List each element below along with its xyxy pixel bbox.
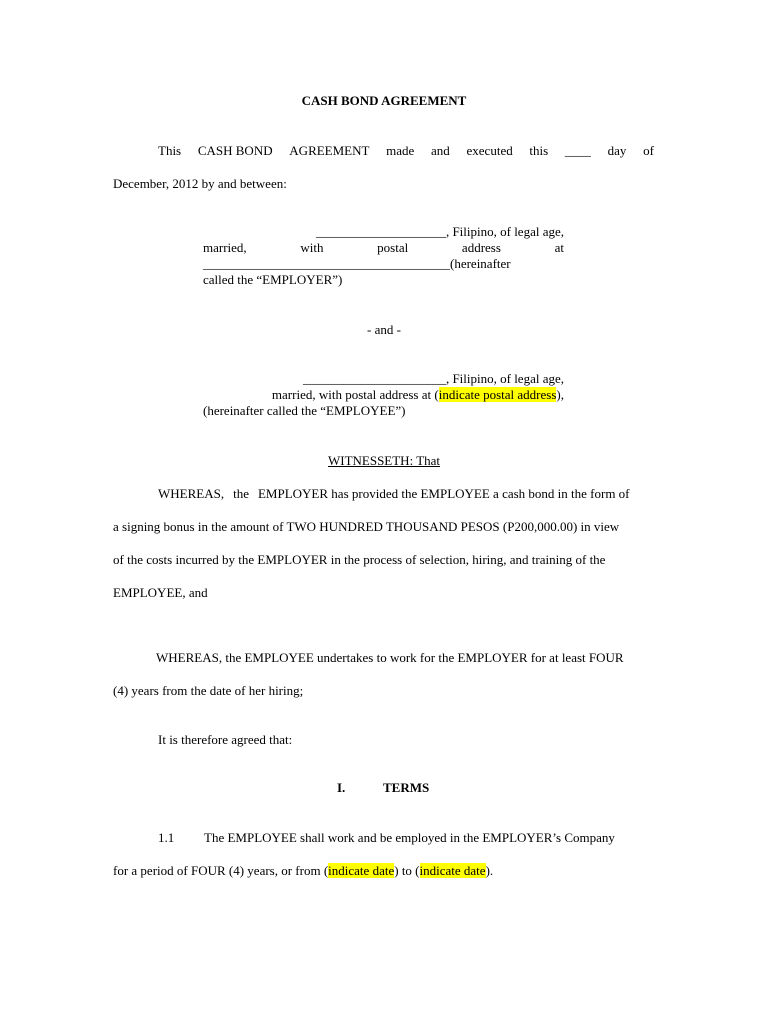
intro-line-2: December, 2012 by and between: — [113, 176, 287, 191]
day-blank: ____ — [564, 143, 591, 158]
clause-1-1-line-2 — [113, 863, 493, 879]
agreed-statement: It is therefore agreed that: — [158, 732, 293, 747]
witnesseth-heading: WITNESSETH: That — [327, 453, 441, 468]
employer-word: postal — [377, 240, 409, 255]
clause-number: 1.1 — [158, 830, 175, 845]
whereas2-line-1: WHEREAS, the EMPLOYEE undertakes to work for the EMPLOYER for at least FOUR — [156, 650, 624, 665]
start-date-placeholder: indicate date — [328, 863, 395, 878]
whereas1-line-3: of the costs incurred by the EMPLOYER in the process of selection, hiring, and training of the — [113, 552, 606, 567]
employer-word: address — [461, 240, 501, 255]
intro-word: this — [529, 143, 549, 158]
postal-address-placeholder: indicate postal address — [438, 387, 557, 402]
employer-word: at — [554, 240, 564, 255]
intro-line-1 — [158, 143, 654, 159]
employee-line-2-prefix: married, with postal address at ( — [271, 387, 439, 402]
employer-word: married, — [203, 240, 247, 255]
employee-line-2 — [203, 387, 564, 403]
whereas1-line-1 — [158, 486, 654, 502]
intro-word: AGREEMENT — [289, 143, 370, 158]
whereas2-line-2: (4) years from the date of her hiring; — [113, 683, 304, 698]
whereas1-word: the — [233, 486, 249, 501]
end-date-placeholder: indicate date — [419, 863, 486, 878]
employee-line-2-suffix: ), — [556, 387, 564, 402]
document-title: CASH BOND AGREEMENT — [301, 93, 467, 108]
employee-name-blank: ______________________ — [302, 371, 446, 386]
intro-word: day — [607, 143, 627, 158]
whereas1-word: WHEREAS, — [158, 486, 225, 501]
section-title: TERMS — [383, 780, 430, 795]
and-separator: - and - — [367, 322, 401, 337]
intro-word: of — [643, 143, 654, 158]
intro-word: made — [386, 143, 415, 158]
whereas1-line-4: EMPLOYEE, and — [113, 585, 208, 600]
employer-line-4: called the “EMPLOYER”) — [203, 272, 343, 287]
employer-line-3 — [203, 256, 564, 272]
employer-line-1-text: , Filipino, of legal age, — [445, 224, 564, 239]
intro-word: executed — [466, 143, 513, 158]
intro-word: and — [431, 143, 450, 158]
whereas1-text: EMPLOYER has provided the EMPLOYEE a cash bond in the form of — [257, 486, 630, 501]
clause-1-1-prefix: for a period of FOUR (4) years, or from ( — [113, 863, 329, 878]
intro-word: CASH BOND — [197, 143, 273, 158]
employer-line-1 — [203, 224, 564, 240]
employee-line-1-text: , Filipino, of legal age, — [445, 371, 564, 386]
clause-1-1-mid: ) to ( — [394, 863, 420, 878]
section-number: I. — [337, 780, 346, 795]
intro-word: This — [158, 143, 182, 158]
employer-line-3-text: (hereinafter — [450, 256, 511, 271]
whereas1-line-2: a signing bonus in the amount of TWO HUNDRED THOUSAND PESOS (P200,000.00) in view — [113, 519, 620, 534]
employer-line-2 — [203, 240, 564, 256]
clause-1-1-suffix: ). — [485, 863, 494, 878]
clause-1-1-line-1: The EMPLOYEE shall work and be employed in the EMPLOYER’s Company — [204, 830, 615, 845]
employer-address-blank: ______________________________________ — [203, 256, 450, 271]
employer-party-block — [203, 224, 564, 288]
employee-party-block — [203, 371, 564, 419]
employee-line-3: (hereinafter called the “EMPLOYEE”) — [203, 403, 406, 418]
employer-word: with — [300, 240, 324, 255]
employee-line-1 — [203, 371, 564, 387]
employer-name-blank: ____________________ — [315, 224, 446, 239]
